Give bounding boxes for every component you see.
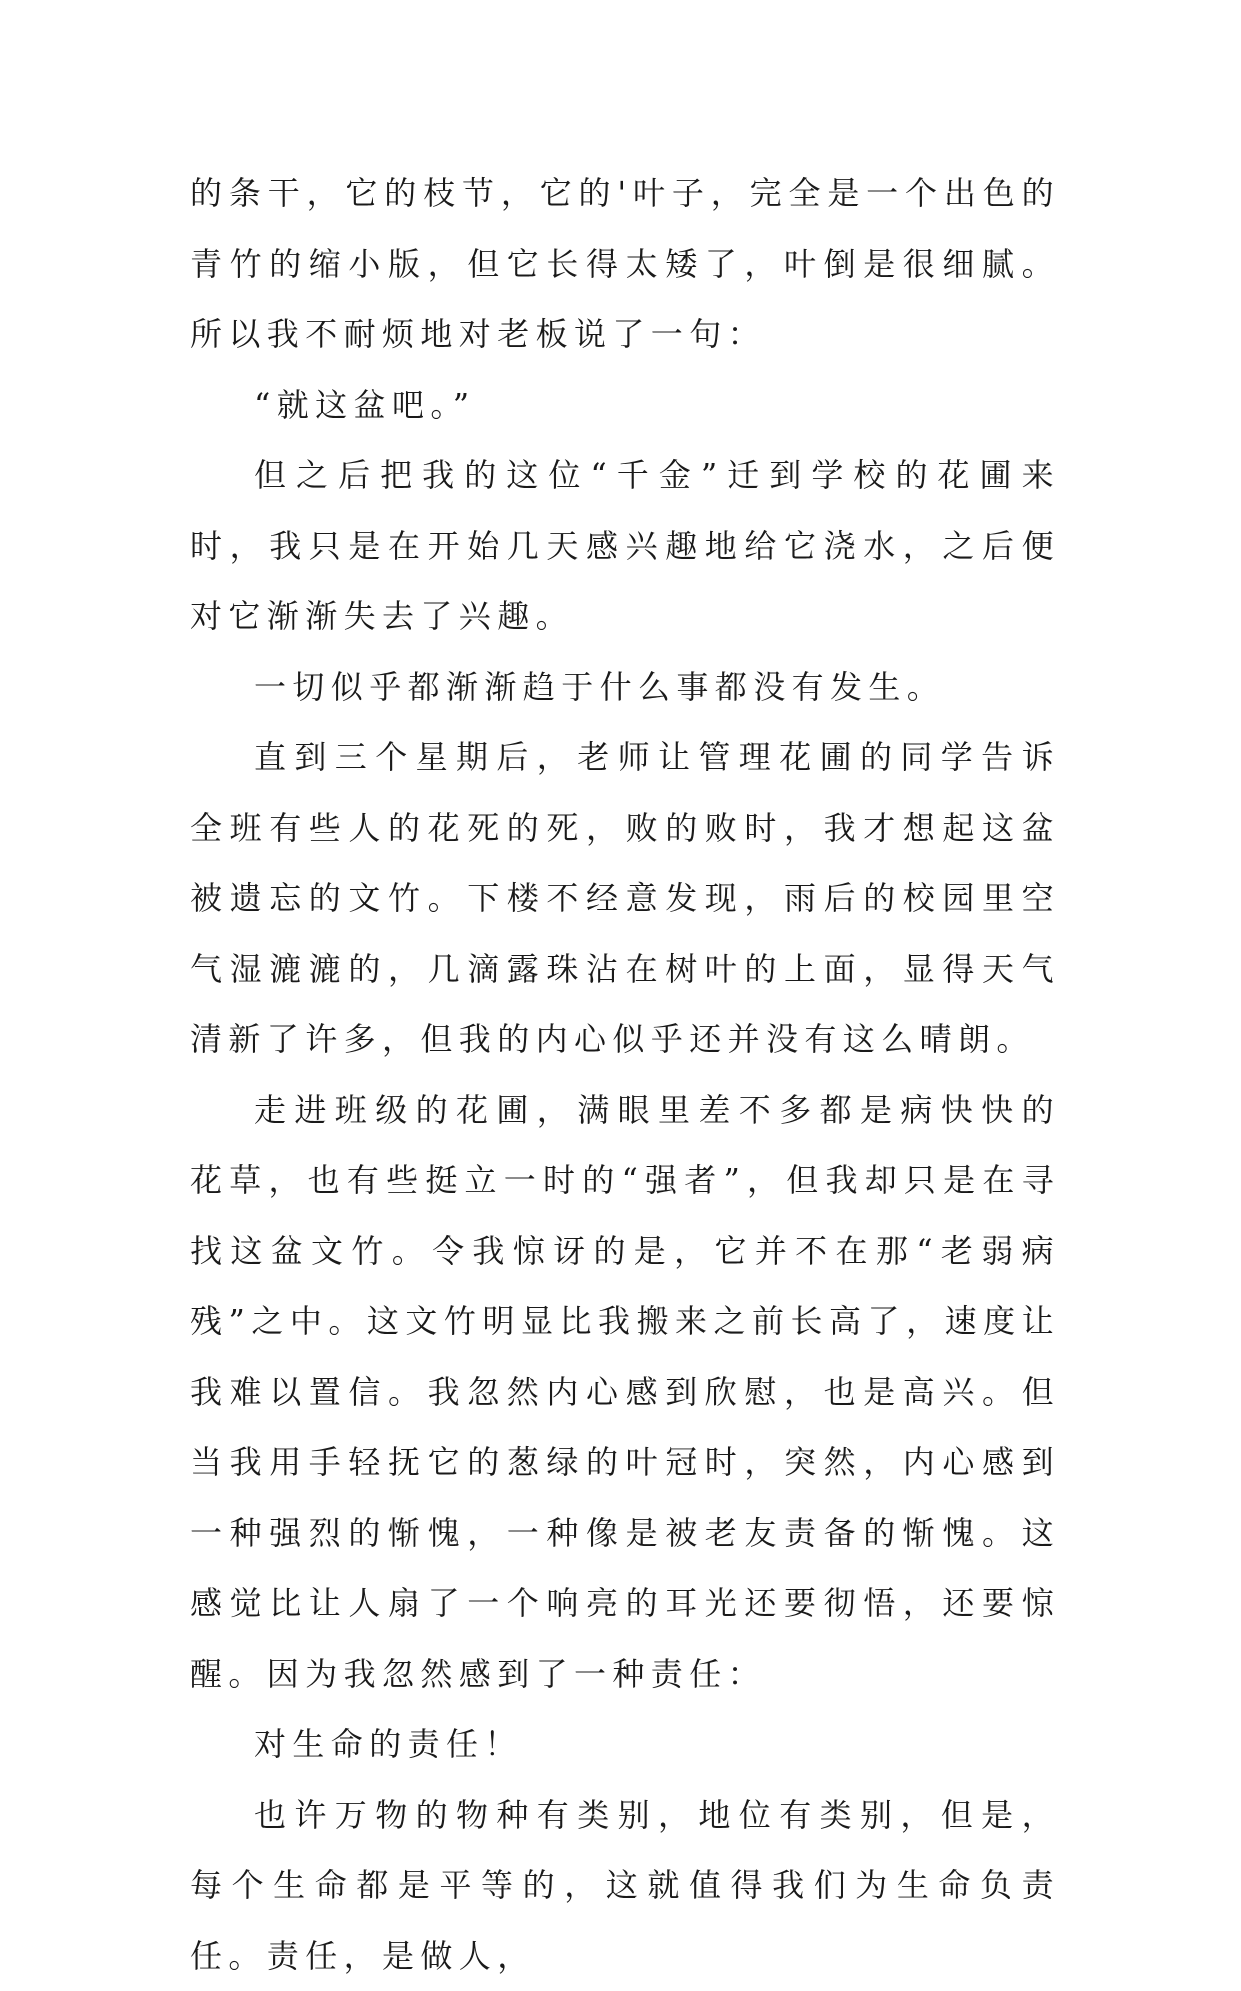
paragraph: 直到三个星期后，老师让管理花圃的同学告诉全班有些人的花死的死，败的败时，我才想起这盆被遗忘的文竹。下楼不经意发现，雨后的校园里空气湿漉漉的，几滴露珠沾在树叶的上面，显得天气清新了许多，但我的内心似乎还并没有这么晴朗。 <box>190 722 1060 1075</box>
article-body <box>190 158 1060 1991</box>
paragraph: 但之后把我的这位“千金”迁到学校的花圃来时，我只是在开始几天感兴趣地给它浇水，之后便对它渐渐失去了兴趣。 <box>190 440 1060 652</box>
paragraph: 走进班级的花圃，满眼里差不多都是病快快的花草，也有些挺立一时的“强者”，但我却只是在寻找这盆文竹。令我惊讶的是，它并不在那“老弱病残”之中。这文竹明显比我搬来之前长高了，速度让我难以置信。我忽然内心感到欣慰，也是高兴。但当我用手轻抚它的葱绿的叶冠时，突然，内心感到一种强烈的惭愧，一种像是被老友责备的惭愧。这感觉比让人扇了一个响亮的耳光还要彻悟，还要惊醒。因为我忽然感到了一种责任： <box>190 1075 1060 1710</box>
paragraph: 的条干，它的枝节，它的'叶子，完全是一个出色的青竹的缩小版，但它长得太矮了，叶倒是很细腻。所以我不耐烦地对老板说了一句： <box>190 158 1060 370</box>
paragraph: 对生命的责任！ <box>190 1709 1060 1780</box>
paragraph: 也许万物的物种有类别，地位有类别，但是，每个生命都是平等的，这就值得我们为生命负责任。责任，是做人， <box>190 1780 1060 1991</box>
paragraph: “就这盆吧。” <box>190 370 1060 441</box>
paragraph: 一切似乎都渐渐趋于什么事都没有发生。 <box>190 652 1060 723</box>
